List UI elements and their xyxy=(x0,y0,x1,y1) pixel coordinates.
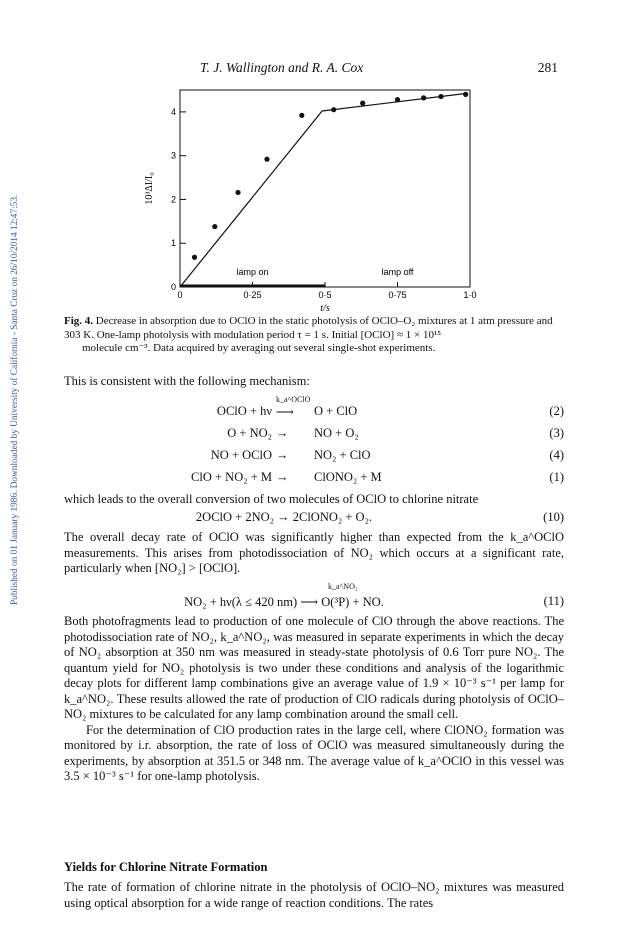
mechanism-rate-label: k_a^OClO xyxy=(276,395,311,404)
x-tick-label: 0·75 xyxy=(388,290,407,300)
section-heading: Yields for Chlorine Nitrate Formation xyxy=(64,860,268,874)
intro-paragraph xyxy=(64,374,564,390)
y-axis-label: 10³ΔI/I₀ xyxy=(144,172,155,205)
equation-11-text: NO₂ + hν(λ ≤ 420 nm) ⟶ O(³P) + NO. xyxy=(184,595,384,609)
mechanism-lhs: O + NO₂ xyxy=(227,426,272,440)
data-point xyxy=(331,107,336,112)
mechanism-arrow: → xyxy=(276,426,289,440)
data-point xyxy=(395,97,400,102)
mechanism-arrow: → xyxy=(276,448,289,462)
mechanism-rhs: ClONO₂ + M xyxy=(314,470,382,484)
mechanism-number: (4) xyxy=(549,448,564,462)
mechanism-arrow: ⟶ xyxy=(276,405,294,419)
mechanism-rhs: O + ClO xyxy=(314,404,358,418)
photofragments-paragraph xyxy=(64,614,564,785)
mechanism-number: (2) xyxy=(549,404,564,418)
mechanism-arrow: → xyxy=(276,470,289,484)
y-tick-label: 1 xyxy=(170,238,176,249)
data-point xyxy=(192,255,197,260)
data-point xyxy=(463,92,468,97)
x-axis-label: t/s xyxy=(320,303,330,314)
fit-line xyxy=(322,94,466,112)
page-number: 281 xyxy=(537,60,558,75)
intro-text: This is consistent with the following mechanism: xyxy=(64,374,310,388)
data-point xyxy=(360,101,365,106)
caption-text-continued: molecule cm⁻³. Data acquired by averaging out several single-shot experiments. xyxy=(82,342,436,354)
y-tick-label: 0 xyxy=(170,282,176,292)
figure-caption xyxy=(64,315,562,356)
photofragments-text: Both photofragments lead to production of one molecule of ClO through the above reactions. The photodissociation rate of NO₂, k_a^NO₂, was measured in separate experiments in which the decay of NO₂ absorption at 350 nm was measured in steady-state photolysis of 0.6 Torr pure NO₂. The quantum yield for NO₂ photolysis is two under these conditions and analysis of the logarithmic decay plots for different lamp combinations give an average value of 1.9 × 10⁻³ s⁻¹ per lamp for k_a^NO₂. These results allowed the rate of production of ClO radicals during photolysis of OClO–NO₂ mixtures to be calculated for any lamp combination around the small cell. xyxy=(64,614,564,721)
data-point xyxy=(212,224,217,229)
figure-4-chart xyxy=(130,85,490,315)
equation-11-rate-label: k_a^NO₂ xyxy=(328,582,358,591)
final-paragraph xyxy=(64,880,564,911)
page-header xyxy=(0,60,624,78)
equation-11-number: (11) xyxy=(543,594,564,608)
mechanism-rhs: NO₂ + ClO xyxy=(314,448,371,462)
mechanism-step xyxy=(64,426,564,443)
x-tick-label: 0 xyxy=(177,290,183,300)
mechanism-step xyxy=(64,470,564,487)
download-notice-text: Published on 01 January 1986. Downloaded by University of California - Santa Cruz on 26/10/2014 12:47:53. xyxy=(10,194,20,605)
data-point xyxy=(264,157,269,162)
mechanism-step xyxy=(64,395,564,421)
decay-text: The overall decay rate of OClO was significantly higher than expected from the k_a^OClO measurements. This arises from photodissociation of NO₂ which occurs at a significant rate, particularly when [NO₂] > [OClO]. xyxy=(64,530,564,575)
data-point xyxy=(235,190,240,195)
data-point xyxy=(421,95,426,100)
caption-label: Fig. 4. xyxy=(64,315,94,327)
lamp-off-label: lamp off xyxy=(381,267,414,277)
mechanism-rhs: NO + O₂ xyxy=(314,426,359,440)
download-notice xyxy=(3,0,20,936)
mechanism-number: (3) xyxy=(549,426,564,440)
y-tick-label: 2 xyxy=(170,194,176,205)
running-head: T. J. Wallington and R. A. Cox xyxy=(200,60,364,75)
equation-10-number: (10) xyxy=(543,510,564,524)
y-tick-label: 4 xyxy=(170,106,176,117)
x-tick-label: 0·5 xyxy=(318,290,332,300)
data-point xyxy=(438,94,443,99)
lamp-on-label: lamp on xyxy=(236,267,269,277)
fit-line xyxy=(180,111,322,287)
overall-text: which leads to the overall conversion of two molecules of OClO to chlorine nitrate xyxy=(64,492,479,506)
mechanism-lhs: NO + OClO xyxy=(210,448,272,462)
equation-11 xyxy=(64,582,564,612)
data-point xyxy=(299,113,304,118)
final-text: The rate of formation of chlorine nitrate in the photolysis of OClO–NO₂ mixtures was measured using optical absorption for a wide range of reaction conditions. The rates xyxy=(64,880,564,910)
mechanism-lhs: ClO + NO₂ + M xyxy=(191,470,272,484)
equation-10 xyxy=(64,510,564,527)
mechanism-step xyxy=(64,448,564,465)
overall-paragraph xyxy=(64,492,564,508)
decay-paragraph xyxy=(64,530,564,577)
caption-text: Decrease in absorption due to OClO in the static photolysis of OClO–O₂ mixtures at 1 atm pressure and 303 K. One-lamp photolysis with modulation period τ = 1 s. Initial [OClO] ≈ 1 × 10¹⁵ xyxy=(64,315,553,341)
x-tick-label: 1·0 xyxy=(463,290,477,300)
x-tick-label: 0·25 xyxy=(243,290,262,300)
large-cell-text: For the determination of ClO production rates in the large cell, where ClONO₂ formation was monitored by i.r. absorption, the rate of loss of OClO was measured simultaneously during the experiments, by absorption at 351.5 or 348 nm. The average value of k_a^OClO in this vessel was 3.5 × 10⁻³ s⁻¹ for one-lamp photolysis. xyxy=(64,722,564,783)
mechanism-lhs: OClO + hν xyxy=(216,404,272,418)
y-tick-label: 3 xyxy=(170,150,176,161)
mechanism-number: (1) xyxy=(549,470,564,484)
mechanism-block xyxy=(64,394,564,494)
plot-frame xyxy=(180,90,470,287)
equation-10-text: 2OClO + 2NO₂ → 2ClONO₂ + O₂. xyxy=(195,510,373,524)
